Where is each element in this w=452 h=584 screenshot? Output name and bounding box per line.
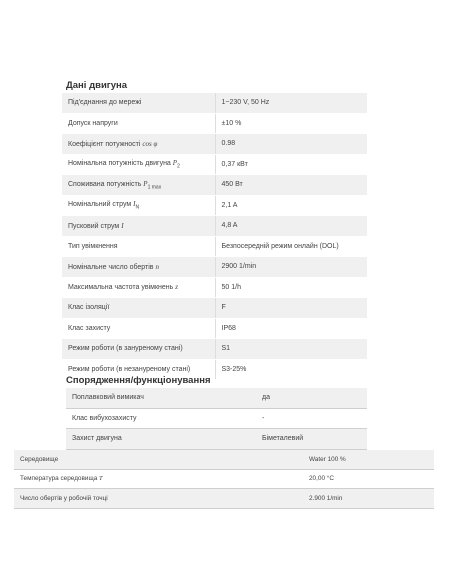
table-row — [62, 318, 367, 339]
row-value: да — [256, 388, 367, 408]
row-value: Безпосередній режим онлайн (DOL) — [215, 236, 367, 257]
table-row — [66, 408, 367, 429]
row-value: 2,1 A — [215, 195, 367, 216]
row-label: Номінальна потужність двигуна $P_2$ — [62, 154, 215, 175]
symbol: P — [143, 179, 148, 188]
table-row — [66, 429, 367, 450]
table-row — [62, 216, 367, 237]
row-label: Режим роботи (в незануреному стані) — [62, 359, 215, 380]
row-label: Максимальна частота увімкнень z — [62, 277, 215, 298]
symbol: P — [172, 159, 178, 168]
row-value: Water 100 % — [303, 450, 434, 469]
row-label: Режим роботи (в зануреному стані) — [62, 339, 215, 360]
row-value: 0,37 кВт — [215, 154, 367, 175]
motor-data-table — [62, 93, 367, 380]
row-label: Допуск напруги — [62, 113, 215, 134]
row-label: Захист двигуна — [66, 429, 256, 450]
row-label: Коефіцієнт потужності cos φ — [62, 134, 215, 155]
table-row — [62, 339, 367, 360]
table-row — [66, 388, 367, 408]
table-row — [62, 277, 367, 298]
row-value: F — [215, 298, 367, 319]
row-label: Середовище — [14, 450, 303, 469]
row-value: 4,8 A — [215, 216, 367, 237]
row-value: ±10 % — [215, 113, 367, 134]
row-label: Поплавковий вимикач — [66, 388, 256, 408]
row-label: Клас захисту — [62, 318, 215, 339]
row-label: Номінальний струм $I_N$ — [62, 195, 215, 216]
symbol-subscript: N — [135, 204, 140, 211]
row-value: S1 — [215, 339, 367, 360]
motor-data-title: Дані двигуна — [66, 80, 128, 91]
table-row — [62, 113, 367, 134]
symbol: I — [121, 221, 124, 230]
symbol: cos φ — [142, 139, 158, 148]
table-row — [14, 469, 434, 489]
row-label: Номінальне число обертів n — [62, 257, 215, 278]
table-row — [62, 93, 367, 113]
symbol: T — [99, 475, 103, 483]
row-label: Під'єднання до мережі — [62, 93, 215, 113]
row-value: 20,00 °C — [303, 469, 434, 489]
row-label: Тип увімкнення — [62, 236, 215, 257]
row-label: Клас вибухозахисту — [66, 408, 256, 429]
table-row — [62, 195, 367, 216]
row-label: Температура середовища T — [14, 469, 303, 489]
row-value: 2.900 1/min — [303, 489, 434, 509]
table-row — [62, 236, 367, 257]
table-row — [14, 489, 434, 509]
row-value: Біметалевий — [256, 429, 367, 450]
table-row — [62, 134, 367, 155]
row-value: 0.98 — [215, 134, 367, 155]
row-value: 1~230 V, 50 Hz — [215, 93, 367, 113]
table-row — [62, 175, 367, 196]
table-row — [14, 450, 434, 469]
table-row — [62, 154, 367, 175]
symbol: n — [155, 262, 159, 271]
equipment-table — [66, 388, 367, 450]
medium-table — [14, 450, 434, 509]
row-label: Клас ізоляції — [62, 298, 215, 319]
table-row — [62, 257, 367, 278]
symbol-subscript: 2 — [177, 163, 180, 170]
symbol: z — [175, 283, 178, 292]
row-value: S3-25% — [215, 359, 367, 380]
row-label: Пусковий струм I — [62, 216, 215, 237]
row-label: Число обертів у робочій точці — [14, 489, 303, 509]
row-value: IP68 — [215, 318, 367, 339]
table-row — [62, 298, 367, 319]
row-value: - — [256, 408, 367, 429]
row-label: Споживана потужність $P_{1 max}$ — [62, 175, 215, 196]
row-value: 2900 1/min — [215, 257, 367, 278]
row-value: 450 Вт — [215, 175, 367, 196]
symbol: I — [133, 200, 136, 209]
equipment-title: Спорядження/функціонування — [66, 375, 211, 386]
row-value: 50 1/h — [215, 277, 367, 298]
symbol-subscript: 1 max — [147, 183, 162, 190]
